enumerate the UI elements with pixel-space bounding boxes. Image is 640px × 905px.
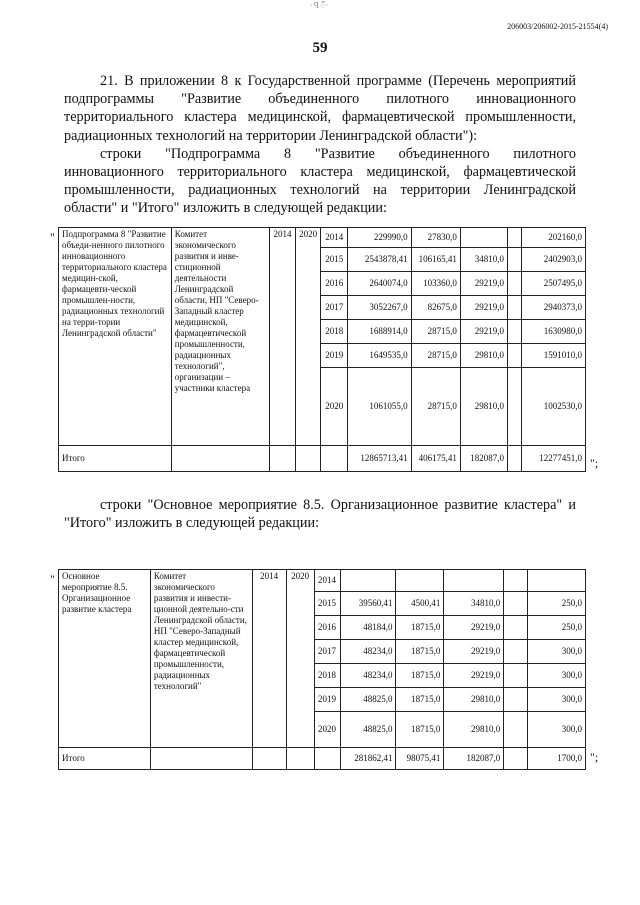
table-row <box>59 228 586 248</box>
document-number: 206003/206002-2015-21554(4) <box>507 22 608 31</box>
year-cell: 2017 <box>321 296 348 320</box>
paragraph-21-text-2: строки "Подпрограмма 8 "Развитие объединенного пилотного инновационного территориального кластера медицинской, фармацевтической промышленности, радиационных технологий на территории Ленинградской области" и "Итого" изложить в следующей редакции: <box>64 145 576 217</box>
year-cell: 2019 <box>314 688 340 712</box>
total-cell: 229990,0 <box>348 228 412 248</box>
local-budget-cell <box>508 344 522 368</box>
other-sources-cell: 1002530,0 <box>522 368 586 446</box>
total-cell: 48234,0 <box>340 640 396 664</box>
total-cell: 281862,41 <box>340 748 396 770</box>
federal-budget-cell: 28715,0 <box>411 320 460 344</box>
local-budget-cell <box>508 296 522 320</box>
other-sources-cell: 300,0 <box>528 640 586 664</box>
table-activity-8-5 <box>58 569 586 770</box>
regional-budget-cell: 29219,0 <box>444 640 504 664</box>
item-name-cell: Подпрограмма 8 "Развитие объеди-ненного пилотного инновационного территориального кластера медицин-ской, фармацевти-ческой промышлен-ности, радиационных технологий на терри-тории Ленинградской области" <box>59 228 172 446</box>
federal-budget-cell: 18715,0 <box>396 640 444 664</box>
total-cell: 48825,0 <box>340 688 396 712</box>
federal-budget-cell: 82675,0 <box>411 296 460 320</box>
other-sources-cell: 12277451,0 <box>522 446 586 472</box>
other-sources-cell: 1591010,0 <box>522 344 586 368</box>
year-cell: 2016 <box>314 616 340 640</box>
federal-budget-cell: 18715,0 <box>396 712 444 748</box>
executor-cell: Комитет экономического развития и инве-стиционной деятельности Ленинградской области, НП "Северо-Западный кластер медицинской, фармацевтической промышленности, радиационных технологий", организации – участники кластера <box>171 228 269 446</box>
empty-cell <box>171 446 269 472</box>
empty-cell <box>252 748 286 770</box>
federal-budget-cell: 4500,41 <box>396 592 444 616</box>
year-cell: 2015 <box>314 592 340 616</box>
regional-budget-cell: 34810,0 <box>444 592 504 616</box>
other-sources-cell: 300,0 <box>528 664 586 688</box>
other-sources-cell: 202160,0 <box>522 228 586 248</box>
regional-budget-cell <box>460 228 507 248</box>
regional-budget-cell <box>444 570 504 592</box>
other-sources-cell: 300,0 <box>528 712 586 748</box>
total-label: Итого <box>59 446 172 472</box>
regional-budget-cell: 29219,0 <box>460 320 507 344</box>
total-cell: 2543878,41 <box>348 248 412 272</box>
local-budget-cell <box>504 592 528 616</box>
end-year-cell: 2020 <box>295 228 321 446</box>
table-row <box>59 570 586 592</box>
paragraph-21-line-2 <box>64 145 576 218</box>
year-cell: 2014 <box>321 228 348 248</box>
table1-close-quote: "; <box>590 456 599 470</box>
total-cell: 39560,41 <box>340 592 396 616</box>
other-sources-cell: 2402903,0 <box>522 248 586 272</box>
other-sources-cell: 2507495,0 <box>522 272 586 296</box>
local-budget-cell <box>504 664 528 688</box>
paragraph-21-line-1 <box>64 72 576 145</box>
table2-open-quote: " <box>50 572 55 586</box>
federal-budget-cell: 106165,41 <box>411 248 460 272</box>
federal-budget-cell: 103360,0 <box>411 272 460 296</box>
regional-budget-cell: 29810,0 <box>460 368 507 446</box>
empty-cell <box>321 446 348 472</box>
empty-cell <box>270 446 296 472</box>
federal-budget-cell: 18715,0 <box>396 688 444 712</box>
header-stamp: ·ꟼॅॅॅ· <box>310 1 330 10</box>
empty-cell <box>150 748 252 770</box>
year-cell: 2020 <box>321 368 348 446</box>
end-year-cell: 2020 <box>286 570 314 748</box>
other-sources-cell: 1700,0 <box>528 748 586 770</box>
regional-budget-cell: 29810,0 <box>444 688 504 712</box>
total-cell: 2640074,0 <box>348 272 412 296</box>
regional-budget-cell: 29219,0 <box>460 272 507 296</box>
total-label: Итого <box>59 748 151 770</box>
total-cell: 48825,0 <box>340 712 396 748</box>
table1-open-quote: " <box>50 230 55 244</box>
local-budget-cell <box>504 570 528 592</box>
other-sources-cell <box>528 570 586 592</box>
table2-close-quote: "; <box>590 750 599 764</box>
local-budget-cell <box>504 712 528 748</box>
year-cell: 2015 <box>321 248 348 272</box>
total-cell: 12865713,41 <box>348 446 412 472</box>
year-cell: 2019 <box>321 344 348 368</box>
regional-budget-cell: 29219,0 <box>444 664 504 688</box>
total-cell: 48234,0 <box>340 664 396 688</box>
total-row <box>59 748 586 770</box>
regional-budget-cell: 29219,0 <box>460 296 507 320</box>
paragraph-21 <box>64 72 576 218</box>
empty-cell <box>295 446 321 472</box>
federal-budget-cell: 98075,41 <box>396 748 444 770</box>
local-budget-cell <box>504 640 528 664</box>
other-sources-cell: 250,0 <box>528 616 586 640</box>
item-name-cell: Основное мероприятие 8.5. Организационное развитие кластера <box>59 570 151 748</box>
regional-budget-cell: 182087,0 <box>460 446 507 472</box>
table-subprogram-8 <box>58 227 586 472</box>
year-cell: 2017 <box>314 640 340 664</box>
year-cell: 2016 <box>321 272 348 296</box>
start-year-cell: 2014 <box>252 570 286 748</box>
local-budget-cell <box>508 368 522 446</box>
total-cell: 3052267,0 <box>348 296 412 320</box>
other-sources-cell: 300,0 <box>528 688 586 712</box>
total-cell <box>340 570 396 592</box>
regional-budget-cell: 29219,0 <box>444 616 504 640</box>
local-budget-cell <box>508 320 522 344</box>
total-cell: 1061055,0 <box>348 368 412 446</box>
page-number: 59 <box>312 40 328 56</box>
federal-budget-cell: 27830,0 <box>411 228 460 248</box>
local-budget-cell <box>508 248 522 272</box>
executor-cell: Комитет экономического развития и инвести-ционной деятельно-сти Ленинградской области, НП "Северо-Западный кластер медицинской, фармацевтической промышленности, радиационных технологий" <box>150 570 252 748</box>
local-budget-cell <box>504 616 528 640</box>
regional-budget-cell: 182087,0 <box>444 748 504 770</box>
other-sources-cell: 2940373,0 <box>522 296 586 320</box>
federal-budget-cell: 28715,0 <box>411 368 460 446</box>
local-budget-cell <box>508 228 522 248</box>
local-budget-cell <box>508 272 522 296</box>
local-budget-cell <box>504 748 528 770</box>
total-cell: 1649535,0 <box>348 344 412 368</box>
empty-cell <box>286 748 314 770</box>
federal-budget-cell: 18715,0 <box>396 664 444 688</box>
local-budget-cell <box>504 688 528 712</box>
other-sources-cell: 1630980,0 <box>522 320 586 344</box>
paragraph-21-text-1: 21. В приложении 8 к Государственной программе (Перечень мероприятий подпрограммы "Развитие объединенного пилотного инновационного территориального кластера медицинской, фармацевтической промышленности, радиационных технологий на территории Ленинградской области"): <box>64 73 576 144</box>
total-row <box>59 446 586 472</box>
federal-budget-cell: 406175,41 <box>411 446 460 472</box>
federal-budget-cell: 18715,0 <box>396 616 444 640</box>
local-budget-cell <box>508 446 522 472</box>
regional-budget-cell: 29810,0 <box>460 344 507 368</box>
paragraph-8-5 <box>64 496 576 532</box>
regional-budget-cell: 34810,0 <box>460 248 507 272</box>
year-cell: 2014 <box>314 570 340 592</box>
year-cell: 2018 <box>321 320 348 344</box>
start-year-cell: 2014 <box>270 228 296 446</box>
paragraph-8-5-text: строки "Основное мероприятие 8.5. Организационное развитие кластера" и "Итого" изложить в следующей редакции: <box>64 497 576 532</box>
empty-cell <box>314 748 340 770</box>
year-cell: 2020 <box>314 712 340 748</box>
year-cell: 2018 <box>314 664 340 688</box>
total-cell: 48184,0 <box>340 616 396 640</box>
regional-budget-cell: 29810,0 <box>444 712 504 748</box>
total-cell: 1688914,0 <box>348 320 412 344</box>
other-sources-cell: 250,0 <box>528 592 586 616</box>
federal-budget-cell <box>396 570 444 592</box>
federal-budget-cell: 28715,0 <box>411 344 460 368</box>
